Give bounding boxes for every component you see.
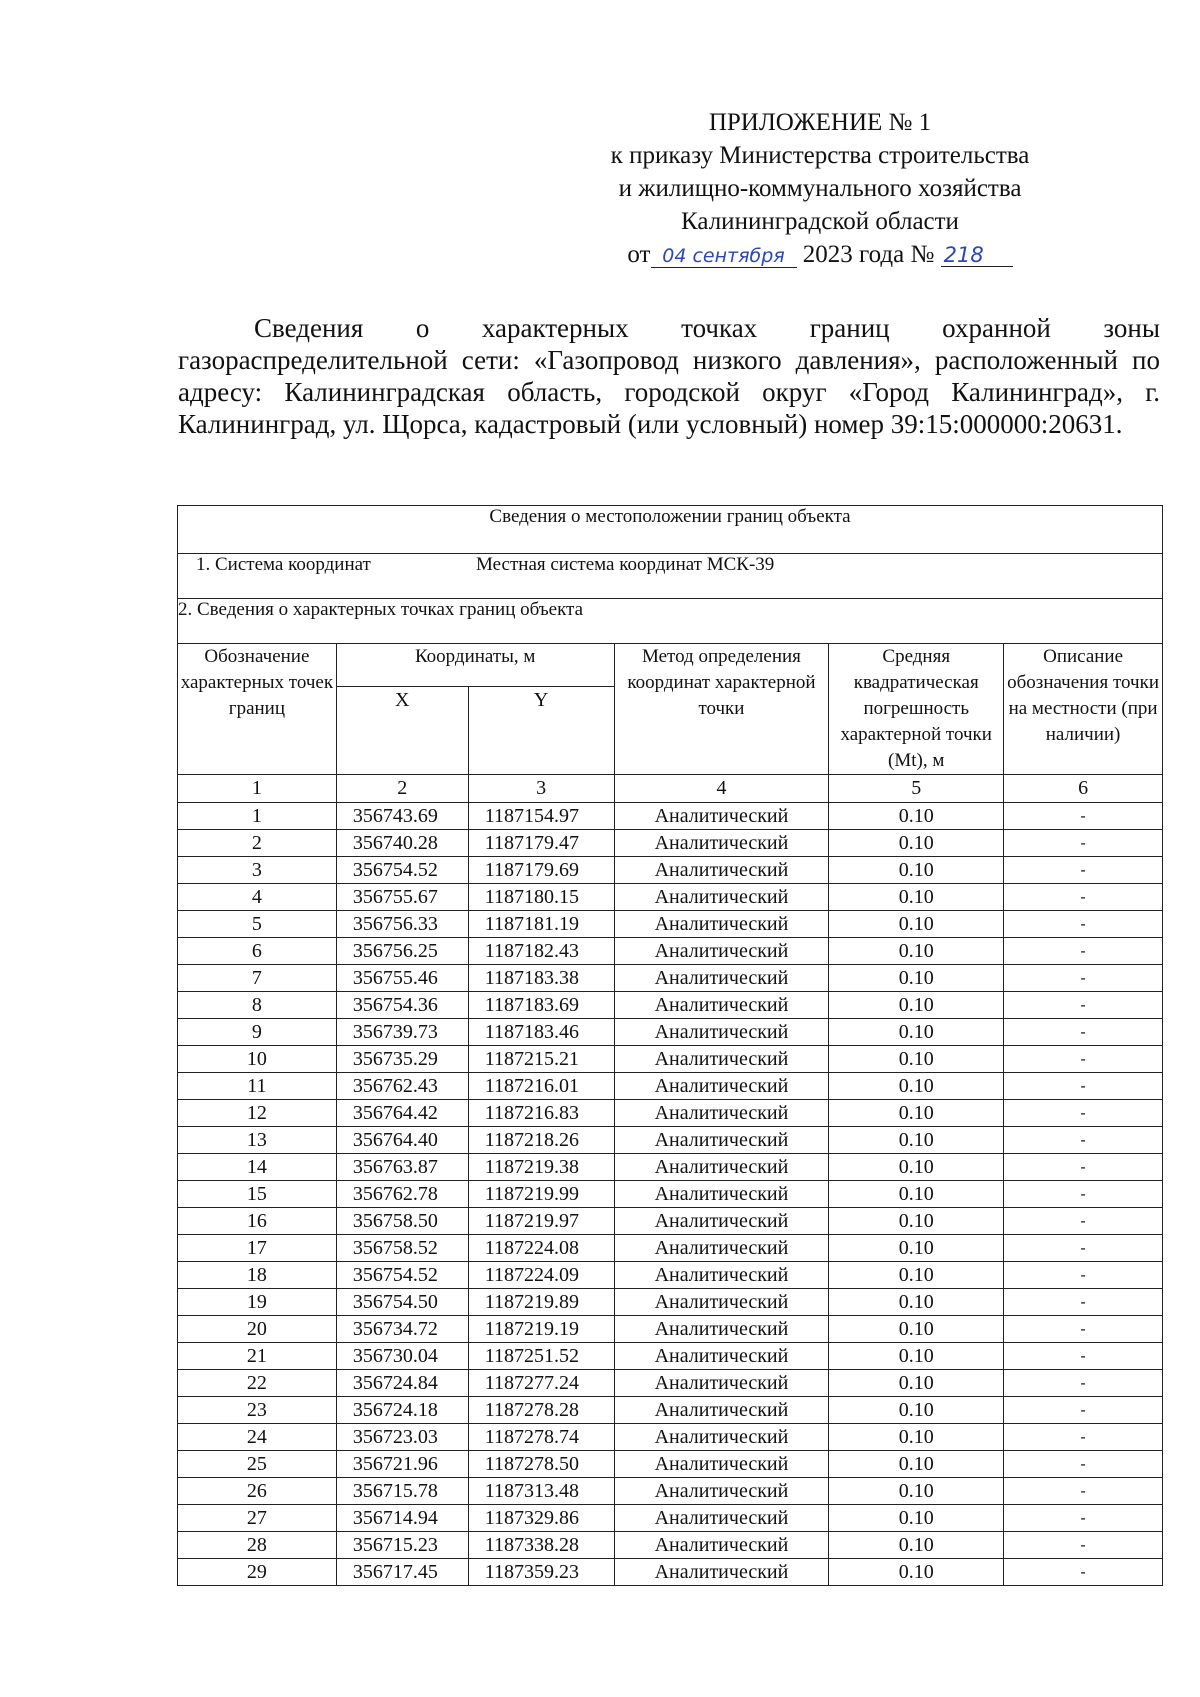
x-coordinate-cell: 356715.78: [336, 1478, 468, 1505]
method-cell: Аналитический: [614, 1181, 829, 1208]
method-cell: Аналитический: [614, 1559, 829, 1586]
method-cell: Аналитический: [614, 1235, 829, 1262]
y-coordinate-cell: 1187329.86: [468, 1505, 614, 1532]
error-cell: 0.10: [829, 1289, 1004, 1316]
table-row: [178, 1046, 1163, 1073]
y-coordinate-cell: 1187218.26: [468, 1127, 614, 1154]
description-cell: -: [1004, 1235, 1163, 1262]
method-cell: Аналитический: [614, 857, 829, 884]
point-number-cell: 20: [178, 1316, 337, 1343]
y-coordinate-cell: 1187277.24: [468, 1370, 614, 1397]
x-coordinate-cell: 356754.52: [336, 1262, 468, 1289]
point-number-cell: 23: [178, 1397, 337, 1424]
point-number-cell: 25: [178, 1451, 337, 1478]
y-coordinate-cell: 1187154.97: [468, 803, 614, 830]
error-cell: 0.10: [829, 1127, 1004, 1154]
error-cell: 0.10: [829, 1424, 1004, 1451]
method-cell: Аналитический: [614, 1316, 829, 1343]
x-coordinate-cell: 356755.67: [336, 884, 468, 911]
description-cell: -: [1004, 1289, 1163, 1316]
coordinate-system-row: [178, 554, 1163, 599]
x-coordinate-cell: 356756.33: [336, 911, 468, 938]
point-number-cell: 16: [178, 1208, 337, 1235]
table-row: [178, 992, 1163, 1019]
x-coordinate-cell: 356762.78: [336, 1181, 468, 1208]
x-coordinate-cell: 356762.43: [336, 1073, 468, 1100]
error-cell: 0.10: [829, 803, 1004, 830]
x-coordinate-cell: 356721.96: [336, 1451, 468, 1478]
description-cell: -: [1004, 1019, 1163, 1046]
x-coordinate-cell: 356724.84: [336, 1370, 468, 1397]
table-row: [178, 1424, 1163, 1451]
x-coordinate-cell: 356730.04: [336, 1343, 468, 1370]
col-header-error: Средняя квадратическая погрешность характерной точки (Mt), м: [829, 644, 1004, 775]
table-row: [178, 803, 1163, 830]
point-number-cell: 24: [178, 1424, 337, 1451]
y-coordinate-cell: 1187251.52: [468, 1343, 614, 1370]
method-cell: Аналитический: [614, 803, 829, 830]
description-cell: -: [1004, 803, 1163, 830]
section-label: 2. Сведения о характерных точках границ объекта: [178, 599, 1163, 644]
table-row: [178, 938, 1163, 965]
method-cell: Аналитический: [614, 1478, 829, 1505]
error-cell: 0.10: [829, 1208, 1004, 1235]
y-coordinate-cell: 1187180.15: [468, 884, 614, 911]
description-cell: -: [1004, 1478, 1163, 1505]
table-row: [178, 1451, 1163, 1478]
description-cell: -: [1004, 1505, 1163, 1532]
x-coordinate-cell: 356715.23: [336, 1532, 468, 1559]
error-cell: 0.10: [829, 1451, 1004, 1478]
x-coordinate-cell: 356756.25: [336, 938, 468, 965]
error-cell: 0.10: [829, 992, 1004, 1019]
y-coordinate-cell: 1187216.01: [468, 1073, 614, 1100]
error-cell: 0.10: [829, 1370, 1004, 1397]
table-row: [178, 1073, 1163, 1100]
x-coordinate-cell: 356755.46: [336, 965, 468, 992]
table-row: [178, 1235, 1163, 1262]
description-cell: -: [1004, 1073, 1163, 1100]
y-coordinate-cell: 1187219.38: [468, 1154, 614, 1181]
order-line-3: Калининградской области: [681, 208, 959, 235]
y-coordinate-cell: 1187215.21: [468, 1046, 614, 1073]
table-title: Сведения о местоположении границ объекта: [178, 506, 1163, 554]
method-cell: Аналитический: [614, 1397, 829, 1424]
y-coordinate-cell: 1187313.48: [468, 1478, 614, 1505]
method-cell: Аналитический: [614, 830, 829, 857]
x-coordinate-cell: 356714.94: [336, 1505, 468, 1532]
handwritten-order-number: 218: [941, 244, 1013, 267]
method-cell: Аналитический: [614, 1451, 829, 1478]
point-number-cell: 28: [178, 1532, 337, 1559]
y-coordinate-cell: 1187219.89: [468, 1289, 614, 1316]
description-cell: -: [1004, 857, 1163, 884]
error-cell: 0.10: [829, 1532, 1004, 1559]
error-cell: 0.10: [829, 1397, 1004, 1424]
method-cell: Аналитический: [614, 1046, 829, 1073]
table-row: [178, 1559, 1163, 1586]
error-cell: 0.10: [829, 1478, 1004, 1505]
y-coordinate-cell: 1187224.08: [468, 1235, 614, 1262]
method-cell: Аналитический: [614, 1019, 829, 1046]
x-coordinate-cell: 356740.28: [336, 830, 468, 857]
x-coordinate-cell: 356758.50: [336, 1208, 468, 1235]
table-row: [178, 830, 1163, 857]
table-row: [178, 1100, 1163, 1127]
description-cell: -: [1004, 1397, 1163, 1424]
point-number-cell: 17: [178, 1235, 337, 1262]
description-cell: -: [1004, 1208, 1163, 1235]
y-coordinate-cell: 1187278.50: [468, 1451, 614, 1478]
description-cell: -: [1004, 1424, 1163, 1451]
description-cell: -: [1004, 1343, 1163, 1370]
table-row: [178, 1019, 1163, 1046]
method-cell: Аналитический: [614, 1289, 829, 1316]
point-number-cell: 29: [178, 1559, 337, 1586]
description-cell: -: [1004, 911, 1163, 938]
error-cell: 0.10: [829, 1019, 1004, 1046]
method-cell: Аналитический: [614, 1424, 829, 1451]
description-cell: -: [1004, 992, 1163, 1019]
error-cell: 0.10: [829, 1343, 1004, 1370]
error-cell: 0.10: [829, 884, 1004, 911]
x-coordinate-cell: 356739.73: [336, 1019, 468, 1046]
y-coordinate-cell: 1187179.69: [468, 857, 614, 884]
order-date-line: [560, 238, 1080, 271]
point-number-cell: 4: [178, 884, 337, 911]
table-row: [178, 1532, 1163, 1559]
point-number-cell: 6: [178, 938, 337, 965]
table-row: [178, 1505, 1163, 1532]
method-cell: Аналитический: [614, 1505, 829, 1532]
method-cell: Аналитический: [614, 1208, 829, 1235]
description-cell: -: [1004, 1154, 1163, 1181]
table-row: [178, 1343, 1163, 1370]
method-cell: Аналитический: [614, 1370, 829, 1397]
appendix-header: [560, 106, 1080, 271]
error-cell: 0.10: [829, 1235, 1004, 1262]
column-number: 2: [336, 775, 468, 803]
error-cell: 0.10: [829, 938, 1004, 965]
x-coordinate-cell: 356734.72: [336, 1316, 468, 1343]
description-cell: -: [1004, 938, 1163, 965]
point-number-cell: 9: [178, 1019, 337, 1046]
x-coordinate-cell: 356763.87: [336, 1154, 468, 1181]
x-coordinate-cell: 356764.40: [336, 1127, 468, 1154]
x-coordinate-cell: 356735.29: [336, 1046, 468, 1073]
table-row: [178, 1127, 1163, 1154]
error-cell: 0.10: [829, 1154, 1004, 1181]
col-header-method: Метод определения координат характерной точки: [614, 644, 829, 775]
y-coordinate-cell: 1187359.23: [468, 1559, 614, 1586]
table-body: [178, 803, 1163, 1586]
description-cell: -: [1004, 965, 1163, 992]
point-number-cell: 19: [178, 1289, 337, 1316]
table-row: [178, 911, 1163, 938]
table-row: [178, 1289, 1163, 1316]
method-cell: Аналитический: [614, 1532, 829, 1559]
error-cell: 0.10: [829, 1100, 1004, 1127]
point-number-cell: 22: [178, 1370, 337, 1397]
point-number-cell: 26: [178, 1478, 337, 1505]
y-coordinate-cell: 1187278.74: [468, 1424, 614, 1451]
table-row: [178, 1262, 1163, 1289]
description-cell: -: [1004, 1046, 1163, 1073]
x-coordinate-cell: 356724.18: [336, 1397, 468, 1424]
error-cell: 0.10: [829, 1505, 1004, 1532]
description-cell: -: [1004, 1451, 1163, 1478]
error-cell: 0.10: [829, 1046, 1004, 1073]
error-cell: 0.10: [829, 1559, 1004, 1586]
table-row: [178, 1208, 1163, 1235]
y-coordinate-cell: 1187219.99: [468, 1181, 614, 1208]
point-number-cell: 15: [178, 1181, 337, 1208]
y-coordinate-cell: 1187278.28: [468, 1397, 614, 1424]
error-cell: 0.10: [829, 965, 1004, 992]
table-row: [178, 1154, 1163, 1181]
x-coordinate-cell: 356754.52: [336, 857, 468, 884]
x-coordinate-cell: 356743.69: [336, 803, 468, 830]
appendix-title: ПРИЛОЖЕНИЕ № 1: [708, 109, 932, 136]
col-header-point: Обозначение характерных точек границ: [178, 644, 337, 775]
point-number-cell: 5: [178, 911, 337, 938]
table-row: [178, 965, 1163, 992]
order-line-1: к приказу Министерства строительства: [610, 142, 1030, 169]
error-cell: 0.10: [829, 1181, 1004, 1208]
col-header-y: Y: [468, 686, 614, 774]
method-cell: Аналитический: [614, 1127, 829, 1154]
description-cell: -: [1004, 1262, 1163, 1289]
y-coordinate-cell: 1187179.47: [468, 830, 614, 857]
description-cell: -: [1004, 1316, 1163, 1343]
method-cell: Аналитический: [614, 911, 829, 938]
method-cell: Аналитический: [614, 992, 829, 1019]
column-number-row: [178, 775, 1163, 803]
intro-paragraph: Сведения о характерных точках границ охранной зоны газораспределительной сети: «Газопровод низкого давления», расположенный по адресу: Калининградская область, городской округ «Город Калининград», г. Калининград, ул. Щорса, кадастровый (или условный) номер 39:15:000000:20631.: [178, 313, 1160, 439]
y-coordinate-cell: 1187216.83: [468, 1100, 614, 1127]
x-coordinate-cell: 356754.36: [336, 992, 468, 1019]
error-cell: 0.10: [829, 1073, 1004, 1100]
method-cell: Аналитический: [614, 1073, 829, 1100]
method-cell: Аналитический: [614, 1262, 829, 1289]
point-number-cell: 13: [178, 1127, 337, 1154]
point-number-cell: 7: [178, 965, 337, 992]
method-cell: Аналитический: [614, 1343, 829, 1370]
x-coordinate-cell: 356764.42: [336, 1100, 468, 1127]
point-number-cell: 2: [178, 830, 337, 857]
y-coordinate-cell: 1187183.46: [468, 1019, 614, 1046]
col-header-description: Описание обозначения точки на местности (при наличии): [1004, 644, 1163, 775]
description-cell: -: [1004, 830, 1163, 857]
method-cell: Аналитический: [614, 884, 829, 911]
from-label: от: [627, 241, 651, 268]
table-row: [178, 1370, 1163, 1397]
coordinate-system-value: Местная система координат МСК-39: [476, 554, 775, 575]
year-label: 2023 года №: [802, 241, 935, 268]
description-cell: -: [1004, 1559, 1163, 1586]
point-number-cell: 10: [178, 1046, 337, 1073]
method-cell: Аналитический: [614, 965, 829, 992]
error-cell: 0.10: [829, 1316, 1004, 1343]
col-header-coords: Координаты, м: [336, 644, 614, 687]
y-coordinate-cell: 1187219.97: [468, 1208, 614, 1235]
y-coordinate-cell: 1187181.19: [468, 911, 614, 938]
point-number-cell: 21: [178, 1343, 337, 1370]
column-number: 4: [614, 775, 829, 803]
description-cell: -: [1004, 1532, 1163, 1559]
point-number-cell: 27: [178, 1505, 337, 1532]
point-number-cell: 18: [178, 1262, 337, 1289]
col-header-x: X: [336, 686, 468, 774]
error-cell: 0.10: [829, 911, 1004, 938]
table-row: [178, 884, 1163, 911]
point-number-cell: 14: [178, 1154, 337, 1181]
point-number-cell: 11: [178, 1073, 337, 1100]
x-coordinate-cell: 356758.52: [336, 1235, 468, 1262]
column-number: 5: [829, 775, 1004, 803]
y-coordinate-cell: 1187182.43: [468, 938, 614, 965]
column-number: 3: [468, 775, 614, 803]
point-number-cell: 12: [178, 1100, 337, 1127]
method-cell: Аналитический: [614, 938, 829, 965]
y-coordinate-cell: 1187183.69: [468, 992, 614, 1019]
table-row: [178, 1478, 1163, 1505]
table-row: [178, 1181, 1163, 1208]
table-row: [178, 1397, 1163, 1424]
x-coordinate-cell: 356717.45: [336, 1559, 468, 1586]
point-number-cell: 3: [178, 857, 337, 884]
table-row: [178, 857, 1163, 884]
coordinate-system-label: 1. Система координат: [196, 554, 371, 575]
point-number-cell: 8: [178, 992, 337, 1019]
table-row: [178, 1316, 1163, 1343]
y-coordinate-cell: 1187183.38: [468, 965, 614, 992]
column-number: 1: [178, 775, 337, 803]
description-cell: -: [1004, 884, 1163, 911]
error-cell: 0.10: [829, 1262, 1004, 1289]
method-cell: Аналитический: [614, 1100, 829, 1127]
y-coordinate-cell: 1187219.19: [468, 1316, 614, 1343]
description-cell: -: [1004, 1127, 1163, 1154]
description-cell: -: [1004, 1181, 1163, 1208]
x-coordinate-cell: 356723.03: [336, 1424, 468, 1451]
handwritten-date: 04 сентября: [651, 245, 797, 268]
description-cell: -: [1004, 1370, 1163, 1397]
error-cell: 0.10: [829, 857, 1004, 884]
y-coordinate-cell: 1187338.28: [468, 1532, 614, 1559]
method-cell: Аналитический: [614, 1154, 829, 1181]
y-coordinate-cell: 1187224.09: [468, 1262, 614, 1289]
boundary-points-table: [177, 505, 1163, 1586]
error-cell: 0.10: [829, 830, 1004, 857]
x-coordinate-cell: 356754.50: [336, 1289, 468, 1316]
order-line-2: и жилищно-коммунального хозяйства: [618, 175, 1022, 202]
description-cell: -: [1004, 1100, 1163, 1127]
point-number-cell: 1: [178, 803, 337, 830]
column-number: 6: [1004, 775, 1163, 803]
